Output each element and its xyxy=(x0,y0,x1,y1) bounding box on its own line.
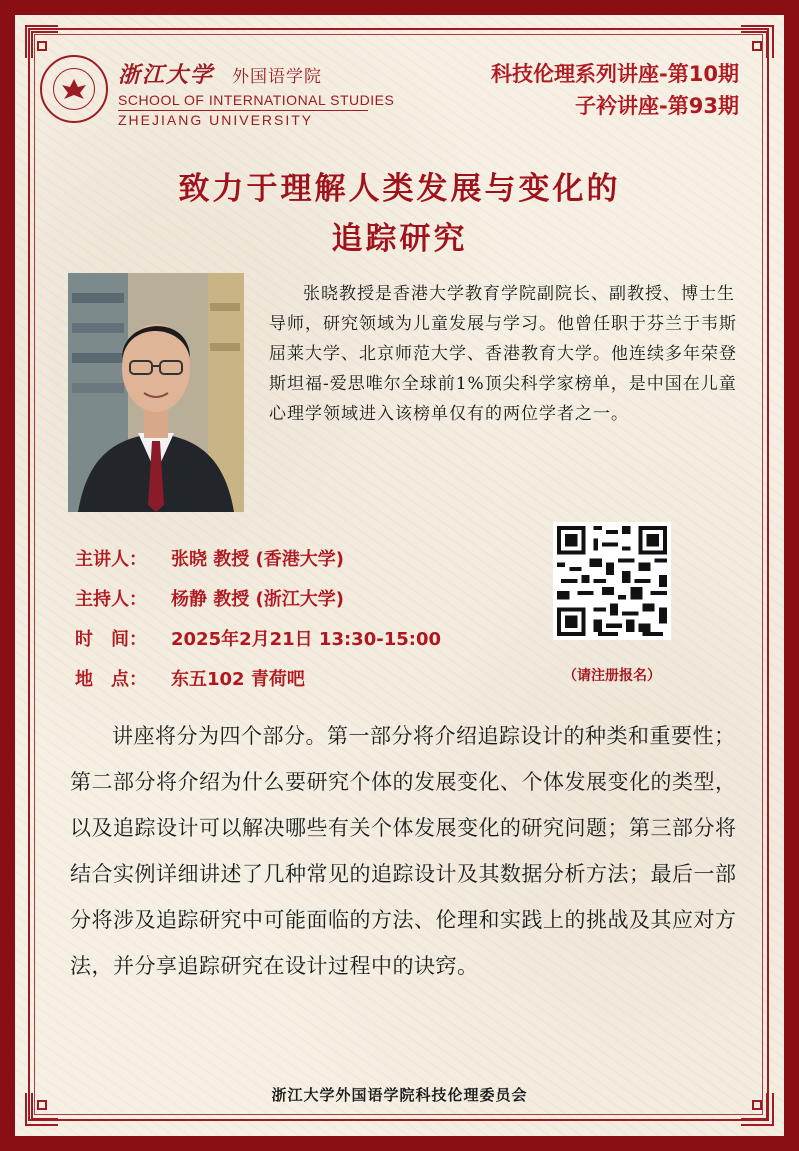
corner-ornament-icon xyxy=(22,22,62,62)
place-label: 地 点： xyxy=(75,669,147,690)
lecture-description: 讲座将分为四个部分。第一部分将介绍追踪设计的种类和重要性；第二部分将介绍为什么要研究个体的发展变化、个体发展变化的类型，以及追踪设计可以解决哪些有关个体发展变化的研究问题；第三部分将结合实例详细讲述了几种常见的追踪设计及其数据分析方法；最后一部分将涉及追踪研究中可能面临的方法、伦理和实践上的挑战及其应对方法，并分享追踪研究在设计过程中的诀窍。 xyxy=(70,724,737,978)
lecture-title-line1: 致力于理解人类发展与变化的 xyxy=(178,171,621,207)
host-label: 主持人： xyxy=(75,589,147,610)
lecture-series-label: 科技伦理系列讲座-第10期 xyxy=(491,62,739,86)
organizer-footer: 浙江大学外国语学院科技伦理委员会 xyxy=(271,1086,528,1104)
speaker-row xyxy=(75,545,344,571)
time-row xyxy=(75,625,441,651)
qr-caption: （请注册报名） xyxy=(563,668,661,684)
university-name-english: ZHEJIANG UNIVERSITY xyxy=(118,112,314,128)
speaker-value: 张晓 教授 (香港大学) xyxy=(171,549,344,570)
place-value: 东五102 青荷吧 xyxy=(171,669,305,690)
host-row xyxy=(75,585,344,611)
lecture-title-line2: 追踪研究 xyxy=(331,221,468,257)
university-name: 浙江大学 xyxy=(118,62,215,88)
speaker-bio: 张晓教授是香港大学教育学院副院长、副教授、博士生导师，研究领域为儿童发展与学习。他曾任职于芬兰于韦斯屈莱大学、北京师范大学、香港教育大学。他连续多年荣登斯坦福-爱思唯尔全球前1%顶尖科学家榜单，是中国在儿童心理学领域进入该榜单仅有的两位学者之一。 xyxy=(269,284,737,424)
department-name-english: SCHOOL OF INTERNATIONAL STUDIES xyxy=(118,92,395,108)
time-label: 时 间： xyxy=(75,629,147,650)
speaker-label: 主讲人： xyxy=(75,549,147,570)
lecture-series-label-2: 子衿讲座-第93期 xyxy=(575,94,739,118)
corner-ornament-icon xyxy=(737,22,777,62)
host-value: 杨静 教授 (浙江大学) xyxy=(171,589,344,610)
logo-divider xyxy=(118,110,368,111)
registration-qr-code[interactable] xyxy=(553,522,671,640)
department-name: 外国语学院 xyxy=(232,67,322,87)
university-seal-logo xyxy=(40,55,108,123)
place-row xyxy=(75,665,305,691)
time-value: 2025年2月21日 13:30-15:00 xyxy=(171,629,441,650)
speaker-photo xyxy=(68,273,244,512)
